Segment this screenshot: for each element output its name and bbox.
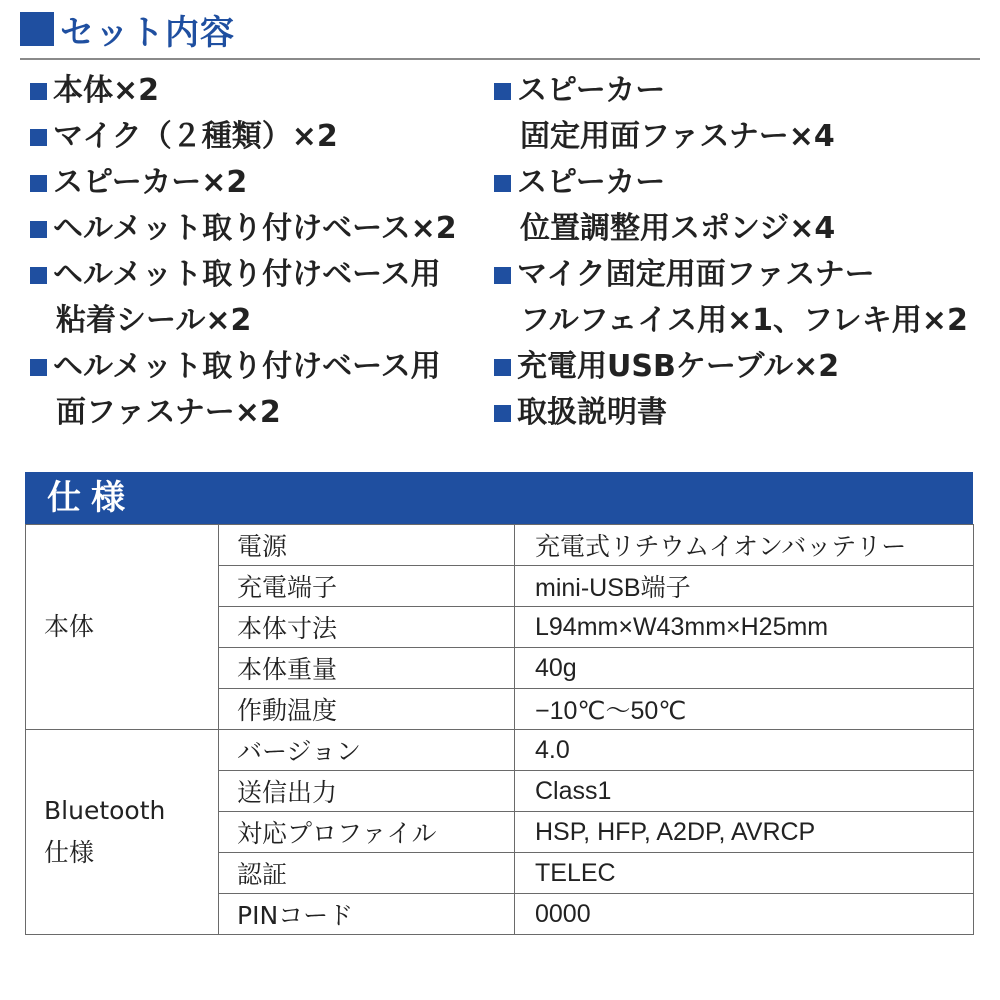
spec-label: 認証	[219, 853, 515, 894]
spec-label: 本体寸法	[219, 607, 515, 648]
spec-value: 充電式リチウムイオンバッテリー	[515, 525, 974, 566]
bullet-square-icon	[494, 83, 511, 100]
contents-item-text: 固定用面ファスナー×4	[520, 119, 835, 154]
contents-item-text: スピーカー	[517, 73, 666, 108]
contents-item-continuation	[494, 206, 984, 252]
contents-item-line	[494, 252, 984, 298]
spec-label: 送信出力	[219, 771, 515, 812]
contents-item	[30, 252, 480, 344]
spec-value: L94mm×W43mm×H25mm	[515, 607, 974, 648]
contents-item	[494, 68, 984, 160]
contents-item	[30, 114, 480, 160]
contents-item-text: マイク（２種類）×2	[53, 119, 338, 154]
contents-item-text: ヘルメット取り付けベース×2	[53, 211, 457, 246]
spec-label: 作動温度	[219, 689, 515, 730]
contents-item	[30, 68, 480, 114]
spec-value: HSP, HFP, A2DP, AVRCP	[515, 812, 974, 853]
contents-item-continuation	[494, 298, 984, 344]
contents-item-continuation	[30, 298, 480, 344]
spec-value: 40g	[515, 648, 974, 689]
contents-item-text: ヘルメット取り付けベース用	[53, 257, 441, 292]
contents-item-text: 取扱説明書	[517, 395, 667, 430]
contents-right-column	[494, 68, 984, 436]
contents-item	[494, 390, 984, 436]
bullet-square-icon	[30, 83, 47, 100]
spec-value: 0000	[515, 894, 974, 935]
contents-item	[30, 206, 480, 252]
spec-group-name: Bluetooth 仕様	[26, 730, 219, 935]
spec-row	[26, 730, 974, 771]
contents-item-line	[494, 160, 984, 206]
contents-item-text: マイク固定用面ファスナー	[517, 257, 875, 292]
contents-item	[494, 344, 984, 390]
contents-item-line	[494, 390, 984, 436]
spec-value: TELEC	[515, 853, 974, 894]
contents-item-text: ヘルメット取り付けベース用	[53, 349, 441, 384]
contents-item-text: 充電用USBケーブル×2	[517, 349, 840, 384]
contents-item-line	[30, 68, 480, 114]
spec-row	[26, 525, 974, 566]
contents-item-line	[494, 68, 984, 114]
contents-item-continuation	[30, 390, 480, 436]
contents-item	[30, 160, 480, 206]
heading-square-icon	[20, 12, 54, 46]
contents-item-text: スピーカー×2	[53, 165, 248, 200]
spec-label: 対応プロファイル	[219, 812, 515, 853]
spec-group-name: 本体	[26, 525, 219, 730]
contents-item-continuation	[494, 114, 984, 160]
contents-item	[494, 160, 984, 252]
spec-value: 4.0	[515, 730, 974, 771]
contents-item-text: フルフェイス用×1、フレキ用×2	[520, 303, 968, 338]
bullet-square-icon	[494, 405, 511, 422]
contents-item-line	[30, 206, 480, 252]
contents-title: セット内容	[60, 12, 235, 53]
contents-item-text: 位置調整用スポンジ×4	[520, 211, 836, 246]
contents-item-text: スピーカー	[517, 165, 666, 200]
bullet-square-icon	[30, 267, 47, 284]
spec-label: バージョン	[219, 730, 515, 771]
contents-left-column	[30, 68, 480, 436]
bullet-square-icon	[30, 129, 47, 146]
bullet-square-icon	[494, 267, 511, 284]
contents-item-line	[30, 344, 480, 390]
spec-value: −10℃〜50℃	[515, 689, 974, 730]
spec-label: PINコード	[219, 894, 515, 935]
spec-table	[25, 524, 974, 935]
spec-title: 仕様	[25, 472, 973, 524]
bullet-square-icon	[30, 221, 47, 238]
bullet-square-icon	[30, 175, 47, 192]
spec-label: 本体重量	[219, 648, 515, 689]
contents-item-text: 本体×2	[53, 73, 160, 108]
contents-item-text: 面ファスナー×2	[56, 395, 281, 430]
bullet-square-icon	[30, 359, 47, 376]
bullet-square-icon	[494, 175, 511, 192]
heading-divider	[20, 58, 980, 60]
contents-item-line	[30, 252, 480, 298]
contents-item	[30, 344, 480, 436]
bullet-square-icon	[494, 359, 511, 376]
spec-value: Class1	[515, 771, 974, 812]
contents-heading	[20, 6, 235, 52]
contents-item-line	[30, 160, 480, 206]
spec-value: mini-USB端子	[515, 566, 974, 607]
spec-label: 電源	[219, 525, 515, 566]
contents-item	[494, 252, 984, 344]
contents-item-line	[494, 344, 984, 390]
contents-item-line	[30, 114, 480, 160]
contents-item-text: 粘着シール×2	[56, 303, 252, 338]
spec-label: 充電端子	[219, 566, 515, 607]
